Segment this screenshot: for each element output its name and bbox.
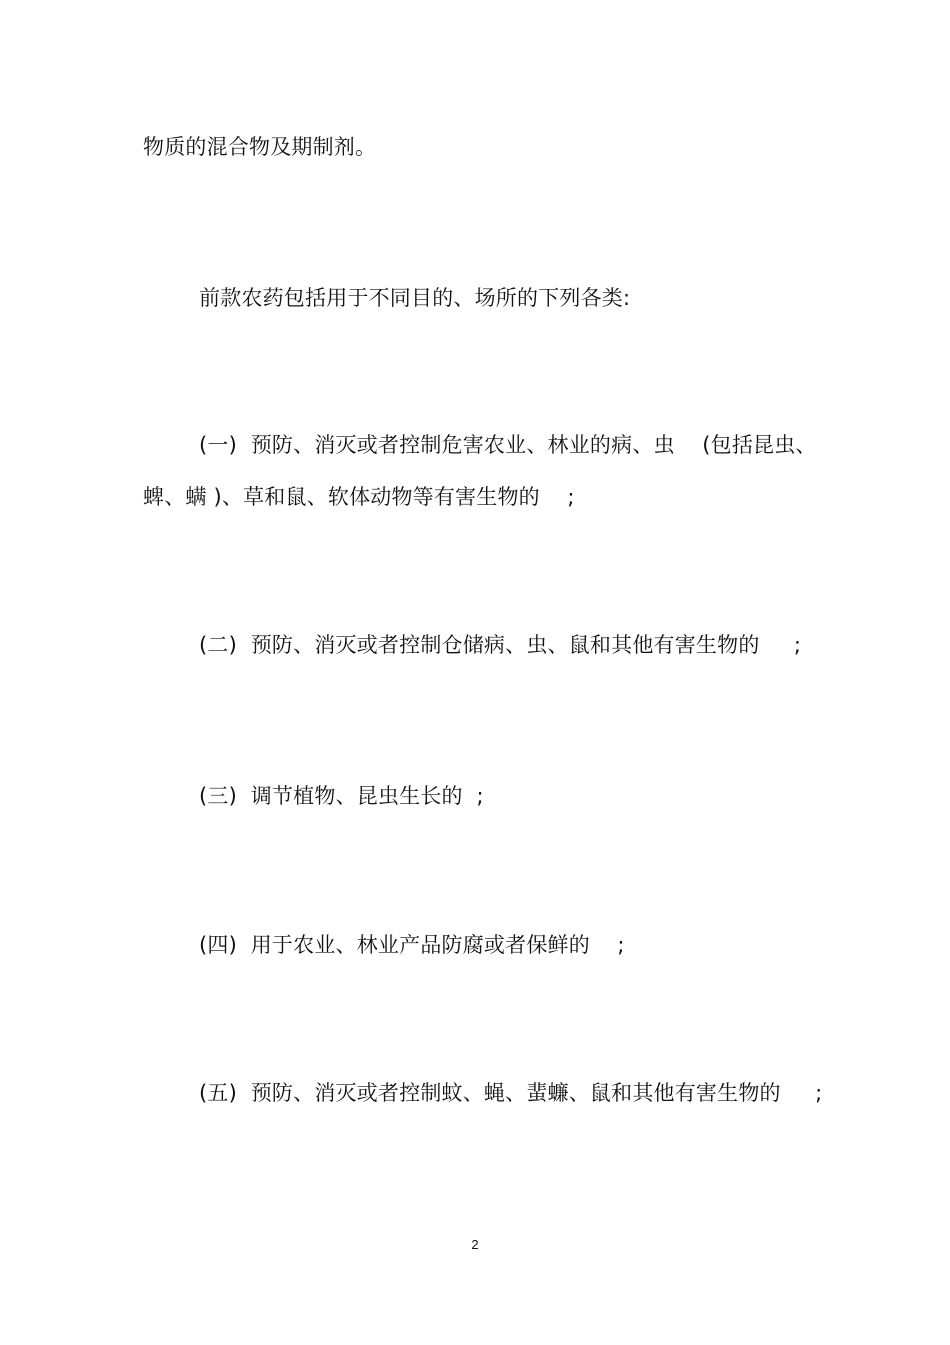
text-line-item-2: (二) 预防、消灭或者控制仓储病、虫、鼠和其他有害生物的 ;	[199, 633, 802, 657]
text-line-item-4: (四) 用于农业、林业产品防腐或者保鲜的 ;	[199, 933, 625, 957]
text-line-intro: 前款农药包括用于不同目的、场所的下列各类:	[199, 286, 631, 310]
text-line-item-1: (一) 预防、消灭或者控制危害农业、林业的病、虫 (包括昆虫、	[199, 433, 817, 457]
page-number: 2	[471, 1237, 479, 1252]
text-line-item-5: (五) 预防、消灭或者控制蚊、蝇、蜚蠊、鼠和其他有害生物的 ;	[199, 1081, 823, 1105]
text-line-continuation: 物质的混合物及期制剂。	[143, 135, 377, 159]
text-line-item-3: (三) 调节植物、昆虫生长的 ;	[199, 784, 484, 808]
text-line-item-1-continued: 蜱、螨 )、草和鼠、软体动物等有害生物的 ;	[143, 485, 575, 509]
